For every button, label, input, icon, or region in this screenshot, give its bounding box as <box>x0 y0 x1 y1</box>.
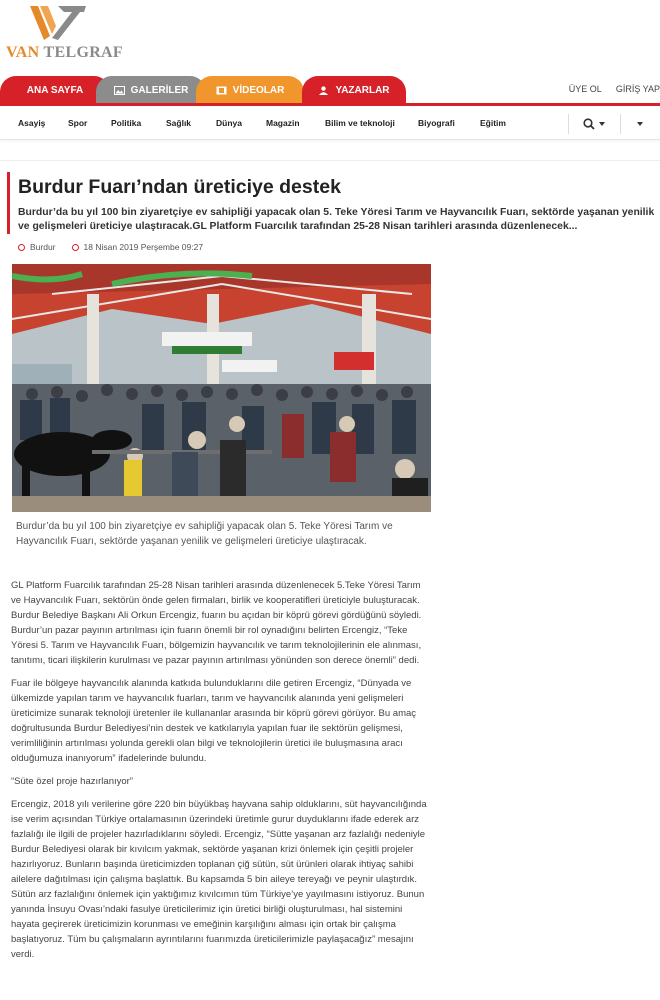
category-politika[interactable]: Politika <box>111 118 142 128</box>
clock-icon <box>72 244 79 251</box>
main-tabs <box>0 76 660 104</box>
logo-text <box>6 44 123 62</box>
logo-word-telgraf: TELGRAF <box>43 44 123 61</box>
tab-galleries[interactable] <box>96 76 206 104</box>
category-biyografi[interactable]: Biyografi <box>418 118 455 128</box>
article-paragraph: GL Platform Fuarcılık tarafından 25-28 Nisan tarihleri arasında düzenlenecek 5.Teke Yöresi Tarım ve Hayvancılık Fuarı, sektörün önde gelen firmaları, birlik ve kooperatifleri üreticiyle buluşturacak. Burdur Belediye Başkanı Ali Orkun Ercengiz, fuarın bu açıdan bir köprü görevi gördüğünü söyledi. Burdur’un pazar payının artırılması için fuarın önemli bir rol oynadığını belirten Ercengiz, “Teke Yöresi 5. Tarım ve Hayvancılık Fuarı, bölgemizin hayvancılık ve tarım teknolojilerinin ele alınması, tanıtımı, ticari ilişkilerin kurulması ve pazar payının artırılması yönünden son derece önemli” dedi. <box>11 580 422 666</box>
category-egitim[interactable]: Eğitim <box>480 118 506 128</box>
article-body <box>11 578 431 970</box>
tab-home-label: ANA SAYFA <box>26 84 84 96</box>
register-link[interactable]: ÜYE OL <box>568 84 602 94</box>
users-icon <box>318 86 329 95</box>
tab-writers[interactable] <box>302 76 406 104</box>
article-summary: Burdur’da bu yıl 100 bin ziyaretçiye ev sahipliği yapacak olan 5. Teke Yöresi Tarım ve Hayvancılık Fuarı, sektörde yaşanan yenilik ve gelişmeleri üreticiye ulaştıracak.GL Platform Fuarcılık tarafından 25-28 Nisan tarihleri arasında düzenlenecek... <box>18 207 655 232</box>
article-photo[interactable] <box>12 264 431 512</box>
category-bilim-teknoloji[interactable]: Bilim ve teknoloji <box>325 118 395 128</box>
nav-divider <box>620 114 621 134</box>
chevron-down-icon[interactable] <box>637 122 643 126</box>
tab-home[interactable] <box>0 76 110 104</box>
article-paragraph: Fuar ile bölgeye hayvancılık alanında katkıda bulunduklarını dile getiren Ercengiz, “Dünyada ve ülkemizde yapılan tarım ve hayvancılık fuarları, tarım ve hayvancılık alanında yeni gelişmeleri üreticimize sunarak teknoloji üretenler ile kullananlar arasında bir köprü görevi görüyor. Bu amaç doğrultusunda Burdur Belediyesi’nin destek ve katkılarıyla yapılan fuar ile sektörün gelişmesi, verimliliğinin artırılması yolunda gerekli olan bilgi ve teknolojilerin üretici ile buluşmasına aracı olduğumuza inanıyorum” ifadelerinde bulundu. <box>11 678 417 764</box>
article-subheading: “Süte özel proje hazırlanıyor” <box>11 776 133 787</box>
nav-divider <box>568 114 569 134</box>
category-asayis[interactable]: Asayiş <box>18 118 46 128</box>
tab-galleries-label: GALERİLER <box>130 84 189 96</box>
category-magazin[interactable]: Magazin <box>266 118 300 128</box>
article-category[interactable] <box>18 242 56 252</box>
account-links <box>569 84 660 94</box>
search-icon[interactable] <box>583 118 595 130</box>
category-nav <box>0 106 660 140</box>
login-link[interactable]: GİRİŞ YAP <box>615 84 660 94</box>
article-title: Burdur Fuarı’ndan üreticiye destek <box>18 176 341 198</box>
article-date <box>72 242 204 252</box>
tab-videos-label: VİDEOLAR <box>232 84 285 96</box>
category-icon <box>18 244 25 251</box>
category-saglik[interactable]: Sağlık <box>166 118 192 128</box>
article-meta <box>18 242 203 252</box>
chevron-down-icon[interactable] <box>599 122 605 126</box>
category-spor[interactable]: Spor <box>68 118 88 128</box>
article-date-label: 18 Nisan 2019 Perşembe 09:27 <box>83 242 204 252</box>
category-dunya[interactable]: Dünya <box>216 118 242 128</box>
tab-writers-label: YAZARLAR <box>335 84 390 96</box>
logo-mark-icon <box>28 2 92 42</box>
site-logo[interactable] <box>6 2 123 64</box>
logo-word-van: VAN <box>6 44 40 61</box>
fair-crowd-photo <box>12 264 431 512</box>
film-icon <box>216 86 227 95</box>
article-paragraph: Ercengiz, 2018 yılı verilerine göre 220 bin büyükbaş hayvana sahip olduklarını, süt hayvancılığında ise verim açısından Türkiye ortalamasının üzerindeki üretimle gurur duyduklarını ifade ederek arz fazlalığı ile ilgili de projeler hazırladıklarını söyledi. Ercengiz, “Sütte yaşanan arz fazlalığı nedeniyle Burdur Belediyesi olarak bir kıvılcım yakmak, sektörde yaşanan krizi önlemek için çeşitli projeler hazırlıyoruz. Bunların başında üreticimizden toplanan çiğ sütün, süt ürünleri olarak ihtiyaç sahibi ailelere dağıtılması için çalışma başlattık. Bu kapsamda 5 bin aileye tereyağı ve peynir ulaştırdık. Sütün arz fazlalığını önlemek için yaktığımız kıvılcımın tüm Türkiye’ye yayılmasını istiyoruz. Bunun yanında İnsuyu Ovası’ndaki fasulye üreticilerimiz için üretici birliği oluşturulması, hal sistemini hayata geçirerek üreticimizin korunması ve emeğinin karşılığını alması için ortak bir çalışma başlatıyoruz. Tüm bu çalışmaların ayrıntılarını fuarımızda üreticilerimizle paylaşacağız” mesajını verdi. <box>11 799 427 960</box>
title-accent-bar <box>7 172 10 234</box>
article-category-label: Burdur <box>30 242 56 252</box>
tab-videos[interactable] <box>196 76 304 104</box>
image-icon <box>114 86 125 95</box>
photo-caption: Burdur’da bu yıl 100 bin ziyaretçiye ev sahipliği yapacak olan 5. Teke Yöresi Tarım ve Hayvancılık Fuarı, sektörde yaşanan yenilik ve gelişmeleri üreticiye ulaştıracak. <box>16 521 393 547</box>
